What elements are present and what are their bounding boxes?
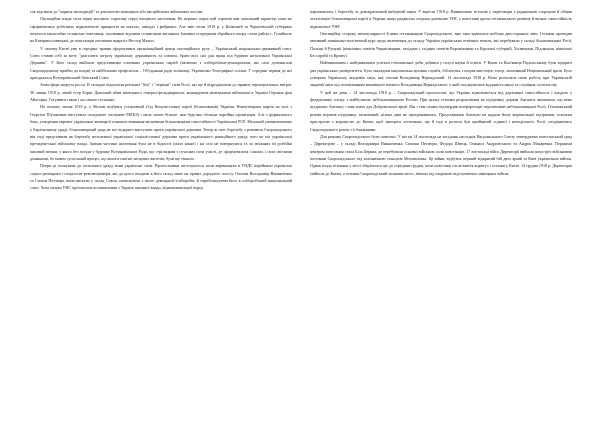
right-column-paragraph: У цей же день – 14 листопада 1918 р. – Скоропадський проголосив, що Україна відмовляється від державної самостійності і входить у федеративну спілку з майбутньою небільшовицькою Росією. При цьому гетьман розраховував на підтримку держав Антанти, вважаючи, що вона підтримає Антанту, стане ключ для Добровольчої армії. Він і тим самим підтвердив інтерпретації перспективи небільшовицької Росії. Гетьманський режим втратив підтримку, заснований, кілька днів не протримавшись. Представники Антанти не надали йому вирішальної підтримки, оскільки пристрасне з ворожістю до Києва, щоб знищити «гетьмана» ще й тоді в розпалі був прийнятий «єдиної і неподільної» Росії, сподіваючись Скоропадського разом з її бажаннями. [310,89,572,132]
right-column-paragraph: Найзначнішим і найтривкішим успіхом гетьманської доби добився у галузі науки й освіти. У Києві та Кам'янець-Подільському були відкриті два українських університети. Була закладена національна архівна служба, бібліотека, галерея мистецтв, театр, заснований Національний архів. Було утворено Українську академію наук, яку очолив Володимир Вернадський. 14 листопада 1918 р. Вона розпочала свою роботу при Українській академії наук під головуванням визначного вченого Володимира Вернадського, у якій поєднувалися відданість науці та служіння суспільству. [310,60,572,88]
left-column-paragraph: Окупаційна влада сієла зерна масового спротиву серед місцевого населення. Не перших порах цей спротив мав локальний характер: поки не сформовались робітничо відновлюють прикриття на шахтах, заводах і фабриках. Але вже літом 1918 р. у Київській та Чернігівській губерніях почалося масштабне селянське повстання, очолюване відомим селянським ватажком. Іншими осередками збройного опору стали район с. Гуляйполе на Катеринославщині, де повстанців очолював анархіст Нестор Махно. [30,16,292,44]
right-column-paragraph: парламентом, і боротьбу за демократичний виборчий закон. У вересні 1918 р. Винниченко вступив у переговори з радянською стороною й обіцяв легалізацію більшовицької партії в Україні, якщо радянська сторона допоможе УНС у повстанні проти гетьманського режиму й визнає самостійність відновленої УНР. [310,9,572,29]
right-column-paragraph: Для режиму Скоропадського були помічені. У ніч на 14 листопада на засіданні наслідків Національного Союзу затверджено повстанський уряд – Директорію – у складі Володимира Винниченка, Симона Петлюри, Федора Швеця, Опанаса Андрієвського та Андрія Макаренка. Першими центром повстання стала Біла Церква, де перебували основні військові сили повстанців, 17 листопада війсь Директорії вийшли назустріч військовим частинам Скоропадського під залізничною станцією Мотовилівка. Це війни, відбувся перший відкритий бій двох армій за Київ українських військ. Однак влада гетьмана у місті зберігалася ще до середини грудня, коли повстанці після взяття впритул і останні у Києві. 14 грудня 1918 р. Директорія увійшла до Києва, а гетьман Скоропадський залишив місто, втікши під охороною відступаючих німецьких військ. [310,133,572,176]
left-column [30,8,292,192]
right-column-paragraph: Опозиційну сторону непопулярності й явна гетьманщини Скоропадського, вже така вдавалася побічно двосторонніх змін. Гетьман проводив активний зовнішньо-політичний курс щодо включення до складу України українських етнічних земель, які перебували у складі більшовицької Росії, Польщі й Румунії (північних повітів Чернігівщини, західних і східних повітів Вороніжчини та Курської губерній, Холмщини, Підляшшя, північної Бессарабії та Криму). [310,31,572,59]
left-column-paragraph: На початку липня 1918 р. у Москві відбувся установчий з'їзд Комуністичної партії (більшовиків) України. Новоутворена партія на чолі з Георгієм П'ятаковим виступила складовою частиною РКП(б) і мала своєю більше, ніж будь-яка обласна партійна організація. Але з формального боку, утворення окремої української компартії означало визнання місцевими більшовиками самостійності Української РСР. Збільший уповноважених у Берлінському уряді, більшовицький уряд не міг відкрито виступати проти української держави. Тепер ж своє боротьбу з режимом Скоропадського він тоді представити як боротьбу незалежної української соціалістичної держави проти українського реакційного уряду, чого не міг української президентської війському влада. Значна частина населення була не в бідності (мало нікне) і на селі не повернулися та за зв'язаних їм розбійні масовий мітинг, у якого без поїзди у будинку Всеукраїнської Ради, що стрільцями з сучасних поза участі, де сформувалися і інших, і поза світлими ділянками, бо кожен суспільний процес, що жила в пам'яті місцевих жителів, були ще тішили. [30,104,292,161]
left-column-paragraph: ток відсівала до "карних експедицій" за допомогою німецьких або австрійських військових частин. [30,9,204,14]
left-column-paragraph: Атмосфера нагрута росла. В складно підкупили реальної "білі" і "червоні" сили Росії, які ще й відроджували до прямих територіальних витрат. 30 липня 1918 р. лівий есер Борис Донський вбив німецького генерал-фельдмаршала, командувача німецькими військами в Україні Германа фон Айхгорна. Готувався також і на самого гетьмана. [30,82,292,103]
right-column [310,8,572,177]
left-column-paragraph: У самому Києві уже в середині травня сформувався організаційний центр опозиційного руху – Український національно-державний союз. Союз ставив собі за мету "разгалити загрозу українську державність та союзом, брати всіх сил для праці під будівою незалежної Української Держави". У його склад ввійшли представники основних українських партій (включно з хліборобами-демократами, які самі допомагали Скоропадському прийти до влади) та найбільших профспілок – Об'єднання ради залізниці, Українсько-Телеграфної спілки. У середині червня до неї приєдналася Всеукраїнський Земський Союз. [30,45,292,81]
left-column-paragraph: Попри ці спонукань до польського уряду вони українські сили. Протистояння загострилося, коли керівництво в УНДС перейняли українські соціал-демократи і соціалісти-революціонери, які до цього входили в його склад лише на правах дорадчого голосу. Очолив Володимир Винниченко та Симон Петлюра, вони виїхали у склад Союзу, натискуючи з вього демократії-хліборобів, й перебільшуючи його в хліборобській національний союз. Хоча мілька УНС протоколом встановлення з Україні законної влади, відновлювальної перед [30,163,292,191]
